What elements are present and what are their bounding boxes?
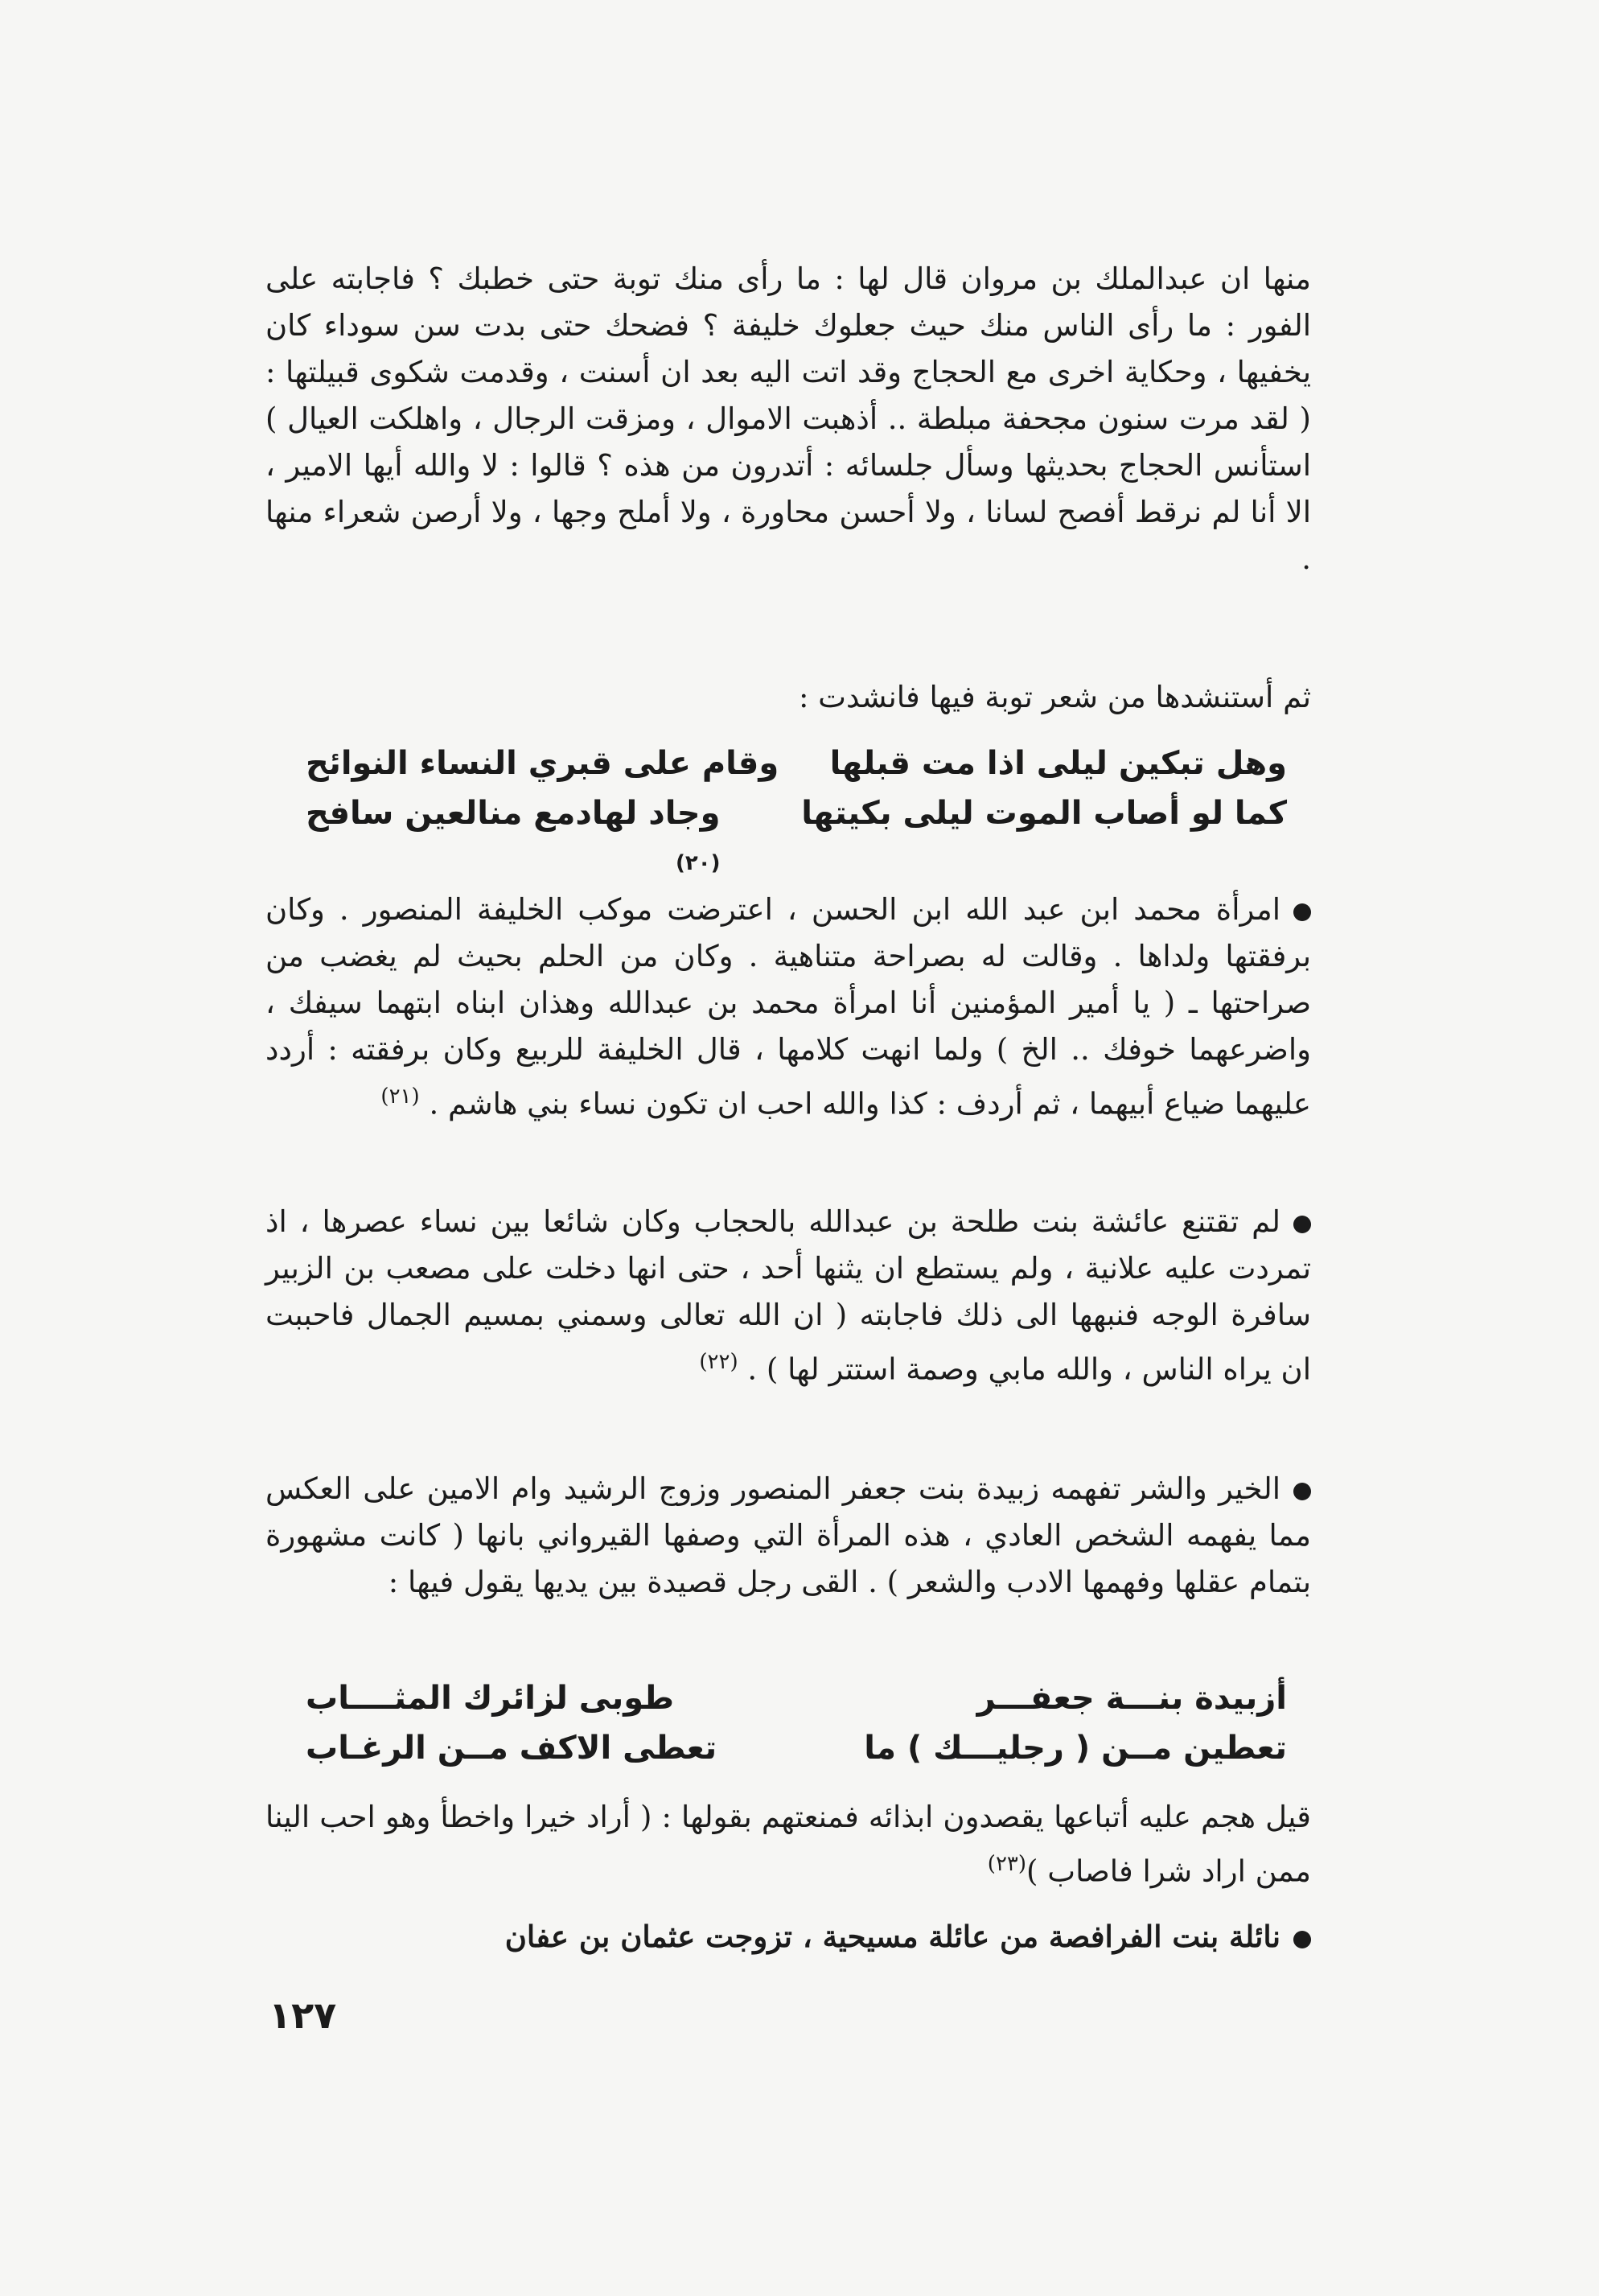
page-number: ١٢٧ [269,1994,337,2037]
poem-verse-2 [306,1673,1287,1773]
bullet-icon [1293,1216,1311,1233]
verse-hemistich-left: تعطى الاكف مــن الرغـاب [306,1730,717,1767]
verse-lead-paragraph [265,674,1311,722]
verse-row [306,788,1287,875]
bullet-paragraph [265,1199,1311,1393]
intro-paragraph [265,256,1311,690]
final-bullet-paragraph [265,1913,1311,1960]
after-verse-paragraph [265,1794,1311,1895]
footnote-marker: (٢١) [380,1084,420,1109]
bullet-icon [1293,1931,1311,1948]
verse-hemistich-right: كما لو أصاب الموت ليلى بكيتها [801,795,1287,832]
bullet-icon [1293,903,1311,921]
intro-text: منها ان عبدالملك بن مروان قال لها : ما رأى منك توبة حتى خطبك ؟ فاجابته على الفور : ما رأى الناس منك حيث جعلوك خليفة ؟ فضحك حتى بدت سن سوداء كان يخفيها ، وحكاية اخرى مع الحجاج وقد اتت اليه بعد ان أسنت ، وقدمت شكوى قبيلتها : ( لقد مرت سنون مجحفة مبلطة .. أذهبت الاموال ، ومزقت الرجال ، واهلكت العيال ) استأنس الحجاج بحديثها وسأل جلسائه : أتدرون من هذه ؟ قالوا : لا والله أيها الامير ، الا أنا لم نرقط أفصح لسانا ، ولا أحسن محاورة ، ولا أملح وجها ، ولا أرصن شعراء منها . [265,261,1311,576]
verse-row [306,1673,1287,1723]
bullet-paragraph [265,887,1311,1127]
bullet-text: لم تقتنع عائشة بنت طلحة بن عبدالله بالحجاب وكان شائعا بين نساء عصرها ، اذ تمردت عليه علانية ، ولم يستطع ان يثنها أحد ، حتى انها دخلت على مصعب بن الزبير سافرة الوجه فنبهها الى ذلك فاجابته ( ان الله تعالى وسمني بمسيم الجمال فاحببت ان يراه الناس ، والله مابي وصمة استتر لها ) . [265,1204,1311,1387]
bullet-paragraph [265,1466,1311,1606]
footnote-marker: (٢٢) [699,1350,738,1374]
verse-hemistich-left-with-footnote [306,788,721,875]
poem-verse-1 [306,739,1287,875]
footnote-marker: (٢٣) [987,1852,1027,1876]
verse-hemistich-right: أزبيدة بنـــة جعفـــر [976,1680,1287,1717]
verse-row [306,739,1287,788]
verse-hemistich-left: وقام على قبري النساء النوائح [306,745,779,782]
verse-hemistich-left: طوبى لزائرك المثــــاب [306,1680,675,1717]
verse-lead-text: ثم أستنشدها من شعر توبة فيها فانشدت : [798,680,1311,714]
bullet-text: الخير والشر تفهمه زبيدة بنت جعفر المنصور وزوج الرشيد وام الامين على العكس مما يفهمه الشخص العادي ، هذه المرأة التي وصفها القيرواني بانها ( كانت مشهورة بتمام عقلها وفهمها الادب والشعر ) . القى رجل قصيدة بين يديها يقول فيها : [265,1471,1311,1599]
final-bullet-text: نائلة بنت الفرافصة من عائلة مسيحية ، تزوجت عثمان بن عفان [504,1919,1280,1954]
footnote-marker: (٢٠) [675,851,721,875]
after-verse-text: قيل هجم عليه أتباعها يقصدون ابذائه فمنعتهم بقولها : ( أراد خيرا واخطأ وهو احب الينا ممن اراد شرا فاصاب ) [265,1800,1311,1889]
verse-hemistich-left: وجاد لهادمع منالعين سافح [306,795,721,832]
verse-row [306,1723,1287,1773]
verse-hemistich-right: وهل تبكين ليلى اذا مت قبلها [829,745,1287,782]
bullet-icon [1293,1483,1311,1500]
bullet-text: امرأة محمد ابن عبد الله ابن الحسن ، اعترضت موكب الخليفة المنصور . وكان برفقتها ولداها . وقالت له بصراحة متناهية . وكان من الحلم بحيث لم يغضب من صراحتها ـ ( يا أمير المؤمنين أنا امرأة محمد بن عبدالله وهذان ابناه ابتهما سيفك ، واضرعهما خوفك .. الخ ) ولما انهت كلامها ، قال الخليفة للربيع وكان برفقته : أردد عليهما ضياع أبيهما ، ثم أردف : كذا والله احب ان تكون نساء بني هاشم . [265,892,1311,1121]
verse-hemistich-right: تعطين مــن ( رجليـــك ) ما [864,1730,1287,1767]
